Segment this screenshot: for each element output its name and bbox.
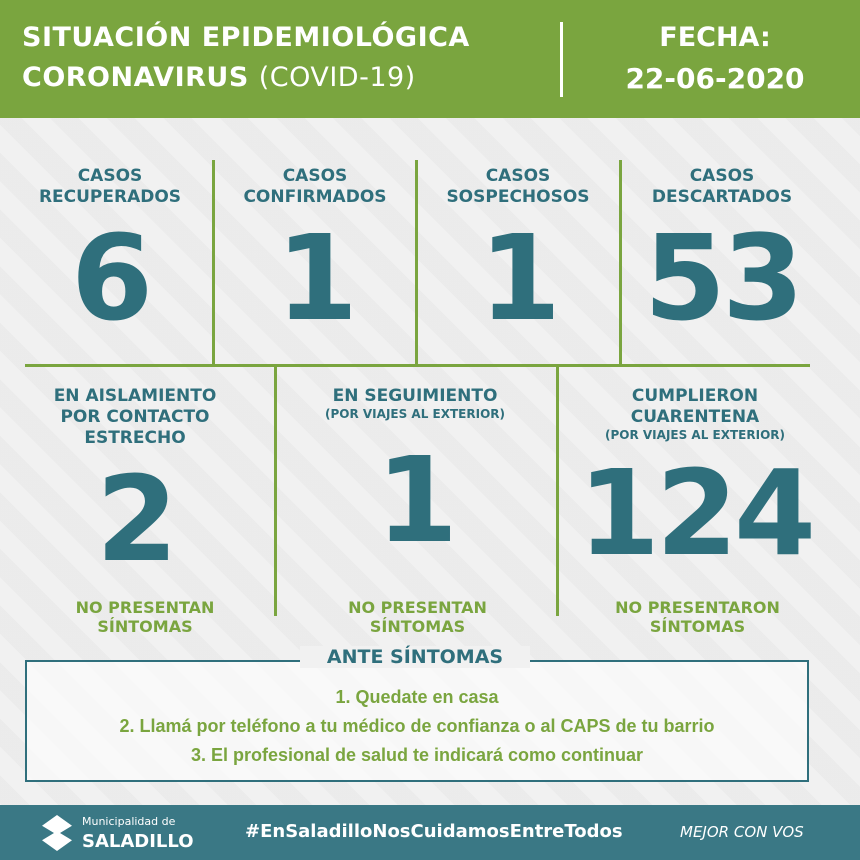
title-line2	[22, 62, 416, 93]
stat-confirmados	[215, 166, 415, 348]
stat-label: DESCARTADOS	[651, 187, 793, 207]
stat-label: EN AISLAMIENTO POR CONTACTO ESTRECHO	[53, 386, 217, 448]
saladillo-logo-icon	[42, 815, 72, 851]
stat-label: CUMPLIERON CUARENTENA	[630, 386, 760, 427]
divider	[556, 366, 559, 616]
stat-label: EN SEGUIMIENTO	[332, 386, 498, 406]
stat-label: CASOS	[77, 166, 143, 186]
symptom-step: 3. El profesional de salud te indicará como continuar	[190, 745, 644, 765]
date-value: 22-06-2020	[625, 62, 805, 95]
stat-label: CASOS	[282, 166, 348, 186]
note-line: NO PRESENTAN	[75, 598, 215, 617]
note-cuarentena	[580, 598, 815, 636]
note-line: SÍNTOMAS	[369, 617, 466, 636]
logo-line2: SALADILLO	[82, 831, 194, 852]
footer	[0, 805, 860, 860]
stat-sublabel: (POR VIAJES AL EXTERIOR)	[605, 428, 785, 442]
stat-aislamiento	[40, 386, 230, 589]
slogan: MEJOR CON VOS	[680, 823, 804, 841]
stat-value: 1	[478, 209, 558, 347]
stat-recuperados	[10, 166, 210, 348]
header	[0, 0, 860, 118]
note-line: SÍNTOMAS	[97, 617, 193, 636]
note-aislamiento	[30, 598, 260, 636]
stat-label: SOSPECHOSOS	[446, 187, 590, 207]
symptom-step: 2. Llamá por teléfono a tu médico de confianza o al CAPS de tu barrio	[119, 716, 715, 736]
stat-label: CONFIRMADOS	[243, 187, 387, 207]
title-covid: (COVID-19)	[258, 62, 416, 93]
stat-sospechosos	[418, 166, 618, 348]
note-line: NO PRESENTAN	[348, 598, 487, 617]
stat-label: CASOS	[689, 166, 755, 186]
stat-cuarentena	[575, 386, 815, 583]
stat-value: 1	[275, 209, 355, 347]
title-line1: SITUACIÓN EPIDEMIOLÓGICA	[22, 22, 470, 53]
note-line: SÍNTOMAS	[649, 617, 746, 636]
stat-value: 53	[643, 209, 801, 347]
divider	[274, 366, 277, 616]
stat-value: 2	[95, 450, 175, 588]
symptoms-title: ANTE SÍNTOMAS	[300, 646, 530, 668]
header-divider	[560, 22, 563, 97]
stat-value: 1	[375, 431, 455, 569]
divider	[25, 364, 810, 367]
hashtag: #EnSaladilloNosCuidamosEntreTodos	[245, 821, 623, 842]
symptoms-steps	[25, 683, 809, 770]
logo-line1: Municipalidad de	[82, 815, 176, 828]
stat-descartados	[622, 166, 822, 348]
stat-seguimiento	[290, 386, 540, 570]
date-label: FECHA:	[659, 22, 771, 53]
title-coronavirus: CORONAVIRUS	[22, 62, 249, 93]
stat-label: CASOS	[485, 166, 551, 186]
stat-value: 6	[70, 209, 150, 347]
note-line: NO PRESENTARON	[615, 598, 780, 617]
symptom-step: 1. Quedate en casa	[335, 687, 499, 707]
stat-label: RECUPERADOS	[38, 187, 182, 207]
stat-value: 124	[577, 444, 813, 582]
stat-sublabel: (POR VIAJES AL EXTERIOR)	[325, 407, 505, 421]
note-seguimiento	[300, 598, 535, 636]
